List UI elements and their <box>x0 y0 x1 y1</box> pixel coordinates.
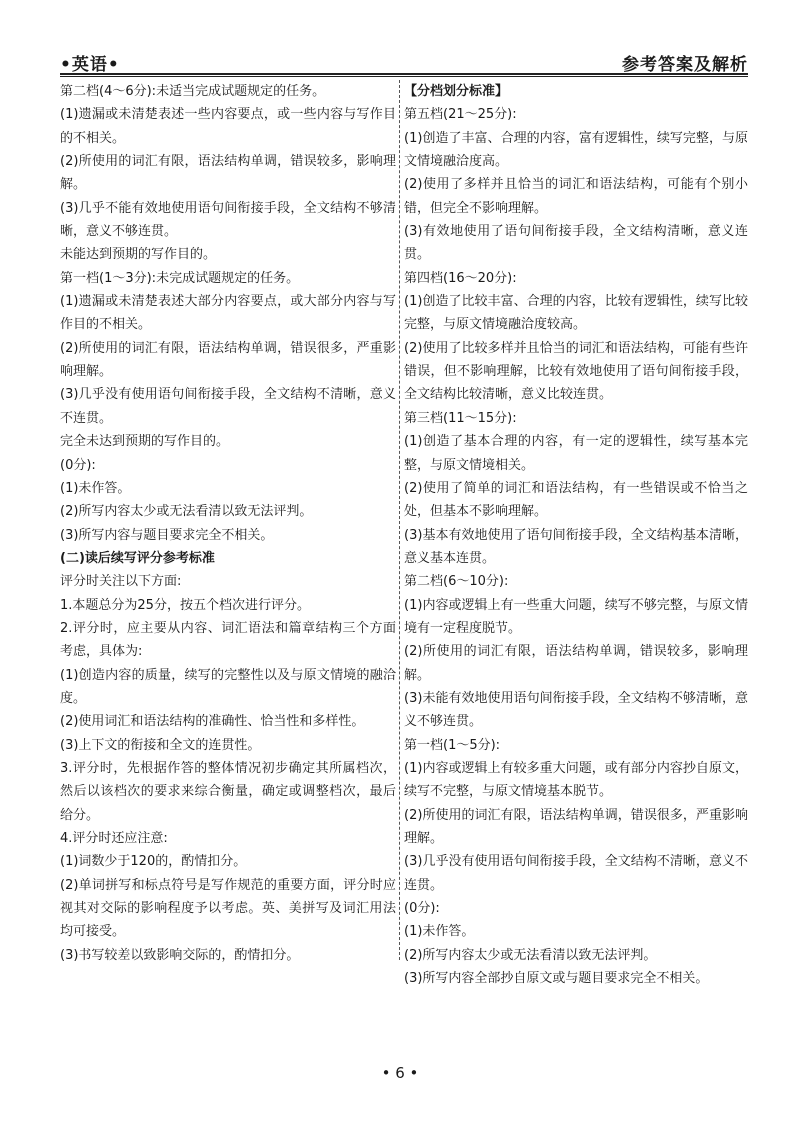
paragraph: (2)所写内容太少或无法看清以致无法评判。 <box>60 504 313 520</box>
paragraph: (1)遗漏或未清楚表述一些内容要点，或一些内容与写作目的不相关。 <box>60 107 396 146</box>
paragraph: (3)未能有效地使用语句间衔接手段，全文结构不够清晰，意义不够连贯。 <box>404 690 748 730</box>
paragraph: 1.本题总分为25分，按五个档次进行评分。 <box>60 597 310 613</box>
paragraph: (2)使用词汇和语法结构的准确性、恰当性和多样性。 <box>60 714 365 730</box>
paragraph: (1)创造了比较丰富、合理的内容，比较有逻辑性，续写比较完整，与原文情境融洽度较高。 <box>404 294 748 333</box>
paragraph: (1)创造了丰富、合理的内容，富有逻辑性，续写完整，与原文情境融洽度高。 <box>404 130 748 170</box>
paragraph: (2)单词拼写和标点符号是写作规范的重要方面，评分时应视其对交际的影响程度予以考虑。英、美拼写及词汇用法均可接受。 <box>60 877 396 940</box>
paragraph: (2)所使用的词汇有限，语法结构单调，错误较多，影响理解。 <box>60 154 396 193</box>
paragraph: (1)未作答。 <box>404 924 475 940</box>
paragraph: (1)词数少于120的，酌情扣分。 <box>60 854 247 870</box>
paragraph: (3)几乎不能有效地使用语句间衔接手段，全文结构不够清晰，意义不够连贯。 <box>60 200 396 240</box>
paragraph: (1)未作答。 <box>60 480 131 496</box>
subject-label: •英语• <box>60 55 120 75</box>
paragraph: (1)创造了基本合理的内容，有一定的逻辑性，续写基本完整，与原文情境相关。 <box>404 434 748 473</box>
paragraph: 第一档(1～3分):未完成试题规定的任务。 <box>60 270 300 286</box>
paragraph: (3)所写内容与题目要求完全不相关。 <box>60 527 274 543</box>
left-column <box>60 80 396 967</box>
paragraph: (2)所写内容太少或无法看清以致无法评判。 <box>404 947 657 963</box>
paragraph: (3)所写内容全部抄自原文或与题目要求完全不相关。 <box>404 971 709 987</box>
paragraph: (2)使用了比较多样并且恰当的词汇和语法结构，可能有些许错误，但不影响理解，比较有效地使用了语句间衔接手段，全文结构比较清晰，意义比较连贯。 <box>404 340 748 403</box>
paragraph: 第三档(11～15分): <box>404 410 517 426</box>
paragraph: 完全未达到预期的写作目的。 <box>60 434 230 450</box>
right-column <box>404 80 748 990</box>
paragraph: (3)几乎没有使用语句间衔接手段，全文结构不清晰，意义不连贯。 <box>60 387 396 426</box>
paragraph: 评分时关注以下方面: <box>60 574 182 590</box>
paragraph: (2)使用了多样并且恰当的词汇和语法结构，可能有个别小错，但完全不影响理解。 <box>404 177 748 216</box>
paragraph: 未能达到预期的写作目的。 <box>60 247 217 263</box>
column-divider <box>399 80 400 960</box>
paragraph: (0分): <box>404 901 440 917</box>
paragraph: (2)所使用的词汇有限，语法结构单调，错误很多，严重影响理解。 <box>60 340 396 380</box>
paragraph: (1)创造内容的质量，续写的完整性以及与原文情境的融洽度。 <box>60 667 396 706</box>
paragraph: (2)使用了简单的词汇和语法结构，有一些错误或不恰当之处，但基本不影响理解。 <box>404 480 748 520</box>
paragraph: (3)几乎没有使用语句间衔接手段，全文结构不清晰，意义不连贯。 <box>404 854 748 893</box>
paragraph: 第一档(1～5分): <box>404 737 501 753</box>
section-heading: 【分档划分标准】 <box>404 84 509 99</box>
paragraph: (3)基本有效地使用了语句间衔接手段，全文结构基本清晰，意义基本连贯。 <box>404 527 748 566</box>
page-number: • 6 • <box>381 1064 419 1082</box>
header-rule-thin <box>60 76 748 77</box>
paragraph: (1)内容或逻辑上有一些重大问题，续写不够完整，与原文情境有一定程度脱节。 <box>404 597 748 636</box>
paragraph: 第五档(21～25分): <box>404 107 517 123</box>
paragraph: 第二档(4～6分):未适当完成试题规定的任务。 <box>60 84 326 99</box>
paragraph: (3)上下文的衔接和全文的连贯性。 <box>60 737 261 753</box>
paragraph: (3)有效地使用了语句间衔接手段，全文结构清晰，意义连贯。 <box>404 224 748 263</box>
paragraph: (3)书写较差以致影响交际的，酌情扣分。 <box>60 947 300 963</box>
section-title: 参考答案及解析 <box>622 55 748 75</box>
paragraph: (1)遗漏或未清楚表述大部分内容要点，或大部分内容与写作目的不相关。 <box>60 294 396 333</box>
paragraph: 4.评分时还应注意: <box>60 831 168 846</box>
paragraph: (0分): <box>60 457 96 473</box>
header-rule <box>60 73 748 75</box>
paragraph: 3.评分时，先根据作答的整体情况初步确定其所属档次，然后以该档次的要求来综合衡量，确定或调整档次，最后给分。 <box>60 760 396 823</box>
section-heading: (二)读后续写评分参考标准 <box>60 550 215 566</box>
paragraph: (1)内容或逻辑上有较多重大问题，或有部分内容抄自原文，续写不完整，与原文情境基本脱节。 <box>404 760 748 800</box>
paragraph: 第四档(16～20分): <box>404 270 517 286</box>
page-header <box>60 50 748 74</box>
paragraph: 2.评分时，应主要从内容、词汇语法和篇章结构三个方面考虑，具体为: <box>60 620 396 660</box>
paragraph: (2)所使用的词汇有限，语法结构单调，错误较多，影响理解。 <box>404 644 748 683</box>
paragraph: (2)所使用的词汇有限，语法结构单调，错误很多，严重影响理解。 <box>404 807 748 846</box>
paragraph: 第二档(6～10分): <box>404 574 509 590</box>
